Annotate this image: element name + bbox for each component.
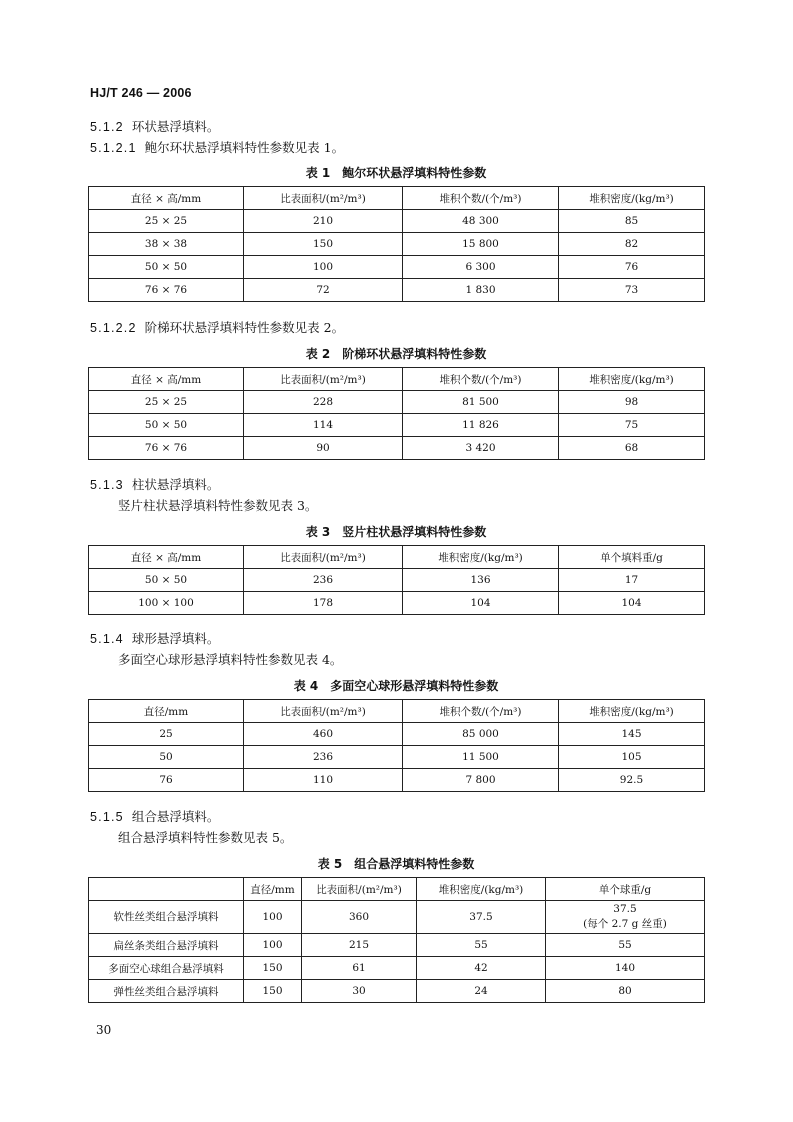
table-cell: 210 bbox=[244, 210, 403, 233]
table-cell: 98 bbox=[559, 391, 705, 414]
table-cell: 42 bbox=[417, 957, 546, 980]
table-cell: 24 bbox=[417, 980, 546, 1003]
table-row bbox=[89, 957, 705, 980]
table-cell: 38 × 38 bbox=[89, 233, 244, 256]
table-cell: 104 bbox=[403, 592, 559, 615]
section-text: 柱状悬浮填料。 bbox=[131, 477, 220, 492]
table-cell: 3 420 bbox=[403, 437, 559, 460]
header-cell: 堆积个数/(个/m³) bbox=[403, 187, 559, 210]
table-cell: 多面空心球组合悬浮填料 bbox=[89, 957, 244, 980]
table-cell: 61 bbox=[302, 957, 417, 980]
table-cell: 215 bbox=[302, 934, 417, 957]
header-cell: 比表面积/(m²/m³) bbox=[244, 700, 403, 723]
table-cell: 55 bbox=[546, 934, 705, 957]
section-text: 组合悬浮填料。 bbox=[131, 809, 220, 824]
table-cell: 50 × 50 bbox=[89, 569, 244, 592]
table-cell: 150 bbox=[244, 957, 302, 980]
table-row bbox=[89, 901, 705, 934]
table-header-row bbox=[89, 878, 705, 901]
table4 bbox=[88, 699, 705, 792]
table-row bbox=[89, 569, 705, 592]
table-cell: 76 bbox=[89, 769, 244, 792]
section-5-1-4 bbox=[90, 629, 219, 647]
header-cell: 单个填料重/g bbox=[559, 546, 705, 569]
header-cell: 直径 × 高/mm bbox=[89, 187, 244, 210]
table-cell: 48 300 bbox=[403, 210, 559, 233]
table2 bbox=[88, 367, 705, 460]
cell-note: (每个 2.7 g 丝重) bbox=[583, 918, 667, 930]
section-number: 5.1.3 bbox=[90, 478, 124, 492]
table-cell: 236 bbox=[244, 746, 403, 769]
table-cell: 82 bbox=[559, 233, 705, 256]
table-cell: 25 × 25 bbox=[89, 391, 244, 414]
table-header-row bbox=[89, 368, 705, 391]
table-cell: 90 bbox=[244, 437, 403, 460]
table-cell: 150 bbox=[244, 233, 403, 256]
table2-caption: 表 2 阶梯环状悬浮填料特性参数 bbox=[305, 347, 487, 361]
table-cell: 100 bbox=[244, 901, 302, 934]
table-cell: 150 bbox=[244, 980, 302, 1003]
table3 bbox=[88, 545, 705, 615]
header-cell: 堆积密度/(kg/m³) bbox=[559, 187, 705, 210]
table-row bbox=[89, 723, 705, 746]
section-5-1-2 bbox=[90, 117, 219, 135]
table-row bbox=[89, 934, 705, 957]
table1-caption: 表 1 鲍尔环状悬浮填料特性参数 bbox=[305, 166, 487, 180]
section-number: 5.1.5 bbox=[90, 810, 124, 824]
header-cell: 堆积密度/(kg/m³) bbox=[403, 546, 559, 569]
section-5-1-3 bbox=[90, 475, 219, 493]
table-cell: 80 bbox=[546, 980, 705, 1003]
section-text: 阶梯环状悬浮填料特性参数见表 2。 bbox=[144, 320, 345, 335]
table-cell: 85 bbox=[559, 210, 705, 233]
table-cell: 105 bbox=[559, 746, 705, 769]
document-code: HJ/T 246 — 2006 bbox=[90, 86, 192, 100]
table-cell: 30 bbox=[302, 980, 417, 1003]
table-row bbox=[89, 592, 705, 615]
cell-value: 37.5 bbox=[613, 903, 637, 915]
table-cell: 85 000 bbox=[403, 723, 559, 746]
table-header-row bbox=[89, 700, 705, 723]
header-cell: 直径/mm bbox=[244, 878, 302, 901]
table3-caption: 表 3 竖片柱状悬浮填料特性参数 bbox=[305, 525, 487, 539]
section-number: 5.1.2.2 bbox=[90, 321, 137, 335]
table-cell: 弹性丝类组合悬浮填料 bbox=[89, 980, 244, 1003]
header-cell: 直径 × 高/mm bbox=[89, 368, 244, 391]
header-cell: 堆积密度/(kg/m³) bbox=[417, 878, 546, 901]
table-cell: 136 bbox=[403, 569, 559, 592]
header-cell: 单个球重/g bbox=[546, 878, 705, 901]
section-number: 5.1.4 bbox=[90, 632, 124, 646]
table-cell: 114 bbox=[244, 414, 403, 437]
table-cell: 100 bbox=[244, 256, 403, 279]
table-row bbox=[89, 980, 705, 1003]
table4-caption: 表 4 多面空心球形悬浮填料特性参数 bbox=[293, 679, 499, 693]
table-cell: 15 800 bbox=[403, 233, 559, 256]
table-cell: 81 500 bbox=[403, 391, 559, 414]
section-number: 5.1.2 bbox=[90, 120, 124, 134]
table-cell: 55 bbox=[417, 934, 546, 957]
section-5-1-4-body: 多面空心球形悬浮填料特性参数见表 4。 bbox=[118, 652, 343, 667]
table-row bbox=[89, 279, 705, 302]
table-row bbox=[89, 746, 705, 769]
section-5-1-2-2 bbox=[90, 318, 344, 336]
table-cell: 104 bbox=[559, 592, 705, 615]
table-cell: 11 500 bbox=[403, 746, 559, 769]
page-number: 30 bbox=[96, 1023, 112, 1037]
header-cell: 比表面积/(m²/m³) bbox=[244, 368, 403, 391]
table-row bbox=[89, 210, 705, 233]
table-cell: 236 bbox=[244, 569, 403, 592]
table-row bbox=[89, 414, 705, 437]
section-text: 鲍尔环状悬浮填料特性参数见表 1。 bbox=[144, 140, 345, 155]
table-cell: 17 bbox=[559, 569, 705, 592]
header-cell: 比表面积/(m²/m³) bbox=[302, 878, 417, 901]
table-cell: 100 bbox=[244, 934, 302, 957]
table-cell: 软性丝类组合悬浮填料 bbox=[89, 901, 244, 934]
table-cell: 50 × 50 bbox=[89, 256, 244, 279]
table-cell: 73 bbox=[559, 279, 705, 302]
table-cell: 1 830 bbox=[403, 279, 559, 302]
table-cell: 76 × 76 bbox=[89, 279, 244, 302]
table5 bbox=[88, 877, 705, 1003]
header-cell: 比表面积/(m²/m³) bbox=[244, 187, 403, 210]
table-header-row bbox=[89, 546, 705, 569]
table-cell: 68 bbox=[559, 437, 705, 460]
header-cell: 堆积个数/(个/m³) bbox=[403, 368, 559, 391]
table-cell: 7 800 bbox=[403, 769, 559, 792]
header-cell: 直径 × 高/mm bbox=[89, 546, 244, 569]
table-row bbox=[89, 256, 705, 279]
section-5-1-5 bbox=[90, 807, 219, 825]
table-cell: 140 bbox=[546, 957, 705, 980]
section-text: 球形悬浮填料。 bbox=[131, 631, 220, 646]
header-cell: 比表面积/(m²/m³) bbox=[244, 546, 403, 569]
header-cell: 堆积密度/(kg/m³) bbox=[559, 700, 705, 723]
header-cell bbox=[89, 878, 244, 901]
section-number: 5.1.2.1 bbox=[90, 141, 137, 155]
table-cell: 50 bbox=[89, 746, 244, 769]
table-cell: 76 × 76 bbox=[89, 437, 244, 460]
table-header-row bbox=[89, 187, 705, 210]
table-row bbox=[89, 769, 705, 792]
table-cell: 145 bbox=[559, 723, 705, 746]
table-cell: 25 × 25 bbox=[89, 210, 244, 233]
table-cell: 75 bbox=[559, 414, 705, 437]
table-cell: 178 bbox=[244, 592, 403, 615]
table-row bbox=[89, 233, 705, 256]
section-text: 环状悬浮填料。 bbox=[131, 119, 220, 134]
table5-caption: 表 5 组合悬浮填料特性参数 bbox=[317, 857, 475, 871]
table-cell: 228 bbox=[244, 391, 403, 414]
header-cell: 堆积密度/(kg/m³) bbox=[559, 368, 705, 391]
table-cell: 460 bbox=[244, 723, 403, 746]
table1 bbox=[88, 186, 705, 302]
table-cell: 6 300 bbox=[403, 256, 559, 279]
table-row bbox=[89, 437, 705, 460]
table-cell bbox=[546, 901, 705, 934]
header-cell: 直径/mm bbox=[89, 700, 244, 723]
header-cell: 堆积个数/(个/m³) bbox=[403, 700, 559, 723]
table-cell: 100 × 100 bbox=[89, 592, 244, 615]
section-5-1-5-body: 组合悬浮填料特性参数见表 5。 bbox=[118, 830, 293, 845]
table-cell: 37.5 bbox=[417, 901, 546, 934]
section-5-1-2-1 bbox=[90, 138, 344, 156]
table-row bbox=[89, 391, 705, 414]
table-cell: 76 bbox=[559, 256, 705, 279]
table-cell: 110 bbox=[244, 769, 403, 792]
table-cell: 92.5 bbox=[559, 769, 705, 792]
table-cell: 50 × 50 bbox=[89, 414, 244, 437]
section-5-1-3-body: 竖片柱状悬浮填料特性参数见表 3。 bbox=[118, 498, 318, 513]
table-cell: 25 bbox=[89, 723, 244, 746]
table-cell: 360 bbox=[302, 901, 417, 934]
table-cell: 72 bbox=[244, 279, 403, 302]
table-cell: 11 826 bbox=[403, 414, 559, 437]
table-cell: 扁丝条类组合悬浮填料 bbox=[89, 934, 244, 957]
